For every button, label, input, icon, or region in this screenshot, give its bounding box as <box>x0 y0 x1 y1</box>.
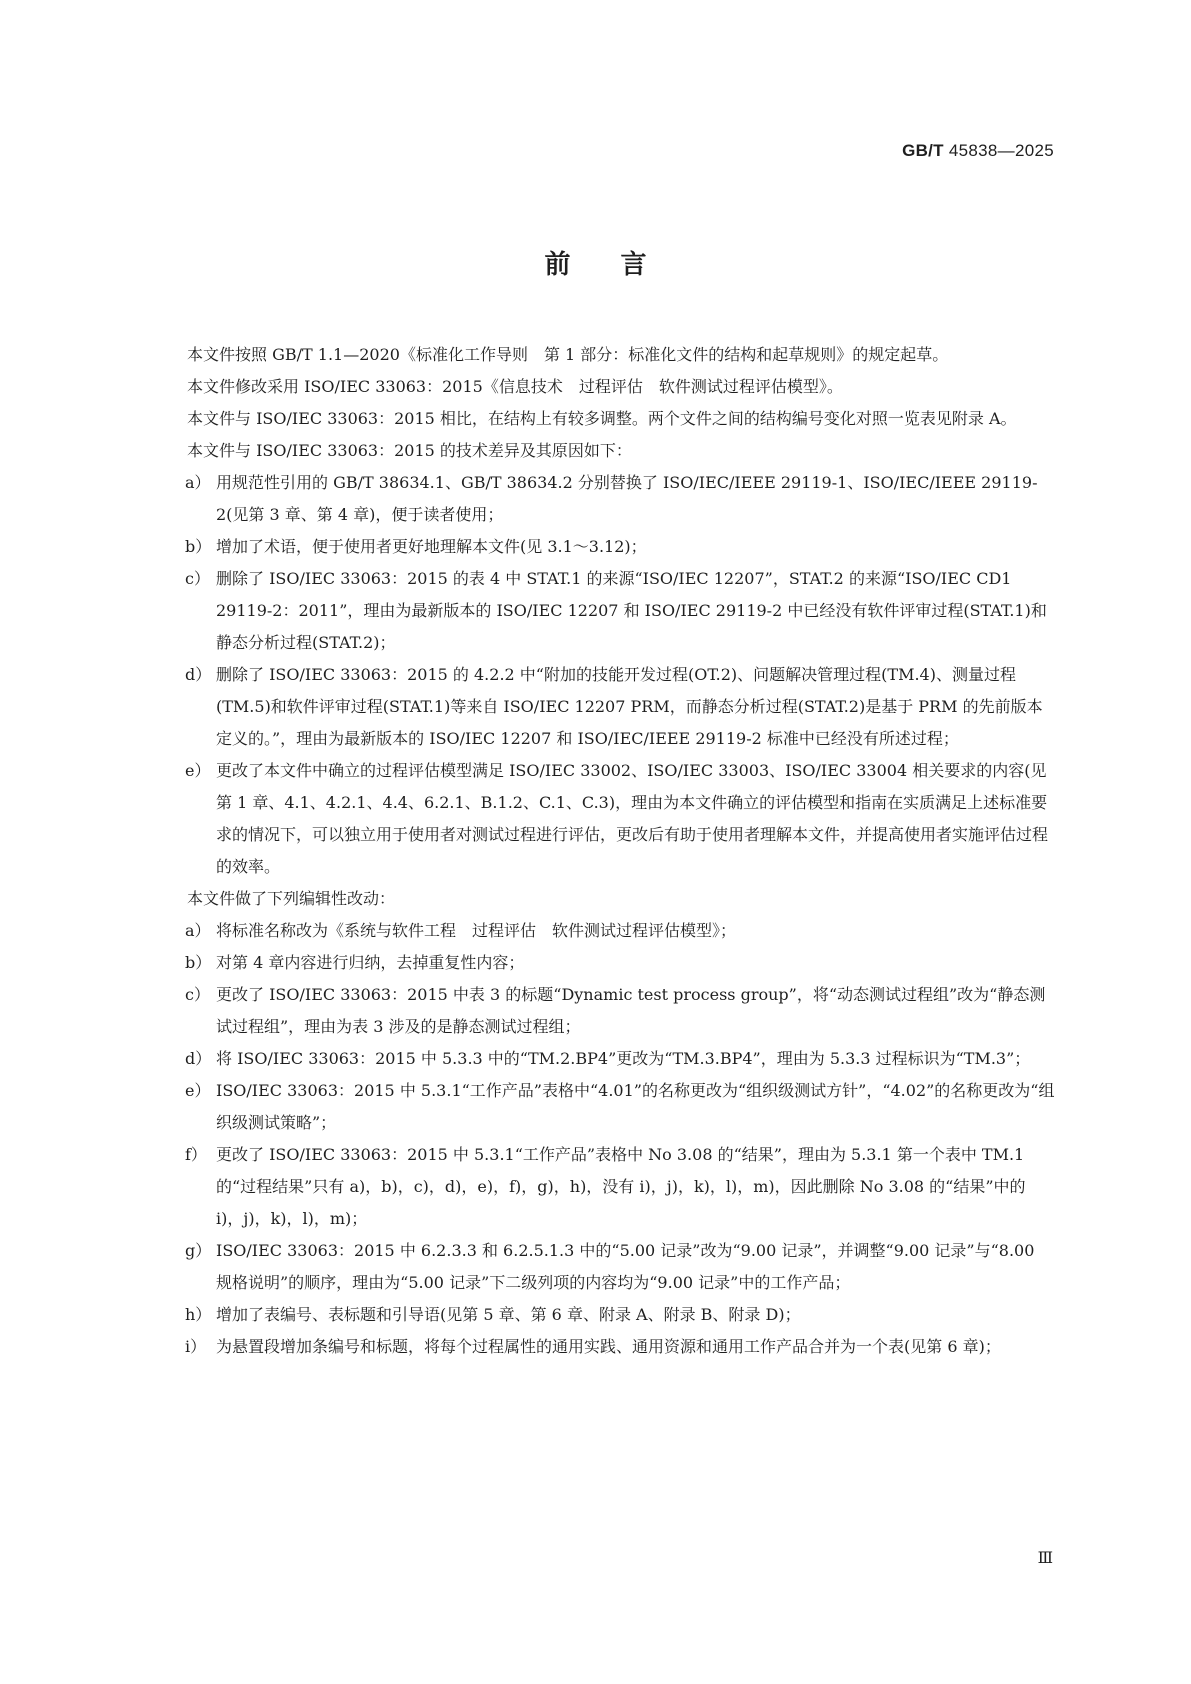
list-item-label: g） <box>185 1241 212 1260</box>
standard-code-number: 45838—2025 <box>948 141 1054 160</box>
list-item-text: 更改了 ISO/IEC 33063：2015 中 5.3.1“工作产品”表格中 No 3.08 的“结果”，理由为 5.3.1 第一个表中 TM.1 的“过程结果”只有 a)，b)，c)，d)，e)，f)，g)，h)，没有 i)，j)，k)，l)，m)，因此删除 No 3.08 的“结果”中的 i)，j)，k)，l)，m)； <box>216 1145 1026 1228</box>
list-item-label: c） <box>185 569 210 588</box>
list-item-text: 将标准名称改为《系统与软件工程 过程评估 软件测试过程评估模型》； <box>216 921 737 940</box>
list-item <box>155 1331 1055 1363</box>
list-item-label: f） <box>185 1145 207 1164</box>
list-item-text: 为悬置段增加条编号和标题，将每个过程属性的通用实践、通用资源和通用工作产品合并为一个表(见第 6 章)； <box>216 1337 1001 1356</box>
list-item-label: a） <box>185 921 211 940</box>
list-item-text: 更改了 ISO/IEC 33063：2015 中表 3 的标题“Dynamic test process group”，将“动态测试过程组”改为“静态测试过程组”，理由为表 3 涉及的是静态测试过程组； <box>216 985 1046 1036</box>
list-item-label: b） <box>185 953 212 972</box>
list-item-text: ISO/IEC 33063：2015 中 6.2.3.3 和 6.2.5.1.3 中的“5.00 记录”改为“9.00 记录”，并调整“9.00 记录”与“8.00 规格说明”的顺序，理由为“5.00 记录”下二级列项的内容均为“9.00 记录”中的工作产品； <box>216 1241 1035 1292</box>
list-item <box>155 979 1055 1043</box>
intro-paragraph: 本文件与 ISO/IEC 33063：2015 的技术差异及其原因如下： <box>187 441 632 460</box>
intro-paragraph: 本文件与 ISO/IEC 33063：2015 相比，在结构上有较多调整。两个文件之间的结构编号变化对照一览表见附录 A。 <box>187 409 1017 428</box>
list-item <box>155 755 1055 883</box>
list-item-label: i） <box>185 1337 207 1356</box>
list-item <box>155 1139 1055 1235</box>
standard-code <box>902 141 1054 161</box>
standard-code-prefix: GB/T <box>902 141 944 160</box>
page-title: 前言 <box>544 250 697 280</box>
foreword-body <box>155 339 1055 1363</box>
intro-paragraph: 本文件修改采用 ISO/IEC 33063：2015《信息技术 过程评估 软件测试过程评估模型》。 <box>187 377 843 396</box>
list-item <box>155 947 1055 979</box>
list-item <box>155 659 1055 755</box>
list-item-label: d） <box>185 1049 212 1068</box>
list-item-text: ISO/IEC 33063：2015 中 5.3.1“工作产品”表格中“4.01”的名称更改为“组织级测试方针”，“4.02”的名称更改为“组织级测试策略”； <box>216 1081 1055 1132</box>
list-item-text: 更改了本文件中确立的过程评估模型满足 ISO/IEC 33002、ISO/IEC 33003、ISO/IEC 33004 相关要求的内容(见第 1 章、4.1、4.2.1、4.4、6.2.1、B.1.2、C.1、C.3)，理由为本文件确立的评估模型和指南在实质满足上述标准要求的情况下，可以独立用于使用者对测试过程进行评估，更改后有助于使用者理解本文件，并提高使用者实施评估过程的效率。 <box>216 761 1049 876</box>
page-number: Ⅲ <box>1037 1548 1053 1567</box>
list-item <box>155 563 1055 659</box>
list-item-label: h） <box>185 1305 212 1324</box>
list-item-text: 增加了术语，便于使用者更好地理解本文件(见 3.1～3.12)； <box>216 537 647 556</box>
list-item-text: 对第 4 章内容进行归纳，去掉重复性内容； <box>216 953 525 972</box>
list-item <box>155 915 1055 947</box>
list-item-text: 增加了表编号、表标题和引导语(见第 5 章、第 6 章、附录 A、附录 B、附录 D)； <box>216 1305 801 1324</box>
list-item-text: 删除了 ISO/IEC 33063：2015 的 4.2.2 中“附加的技能开发过程(OT.2)、问题解决管理过程(TM.4)、测量过程(TM.5)和软件评审过程(STAT.1)等来自 ISO/IEC 12207 PRM，而静态分析过程(STAT.2)是基于 PRM 的先前版本定义的。”，理由为最新版本的 ISO/IEC 12207 和 ISO/IEC/IEEE 29119-2 标准中已经没有所述过程； <box>216 665 1043 748</box>
list-item-label: a） <box>185 473 211 492</box>
list-item-text: 将 ISO/IEC 33063：2015 中 5.3.3 中的“TM.2.BP4”更改为“TM.3.BP4”，理由为 5.3.3 过程标识为“TM.3”； <box>216 1049 1031 1068</box>
list-item-label: b） <box>185 537 212 556</box>
list-item-text: 删除了 ISO/IEC 33063：2015 的表 4 中 STAT.1 的来源“ISO/IEC 12207”，STAT.2 的来源“ISO/IEC CD1 29119-2：2011”，理由为最新版本的 ISO/IEC 12207 和 ISO/IEC 29119-2 中已经没有软件评审过程(STAT.1)和静态分析过程(STAT.2)； <box>216 569 1047 652</box>
intro-paragraph: 本文件按照 GB/T 1.1—2020《标准化工作导则 第 1 部分：标准化文件的结构和起草规则》的规定起草。 <box>187 345 949 364</box>
list-item-label: d） <box>185 665 212 684</box>
list-item <box>155 1235 1055 1299</box>
editorial-intro: 本文件做了下列编辑性改动： <box>187 889 396 908</box>
list-item-label: c） <box>185 985 210 1004</box>
list-item-label: e） <box>185 1081 211 1100</box>
list-item-label: e） <box>185 761 211 780</box>
list-item <box>155 1075 1055 1139</box>
list-item <box>155 467 1055 531</box>
list-item <box>155 1299 1055 1331</box>
list-item-text: 用规范性引用的 GB/T 38634.1、GB/T 38634.2 分别替换了 ISO/IEC/IEEE 29119-1、ISO/IEC/IEEE 29119-2(见第 3 章、第 4 章)，便于读者使用； <box>216 473 1038 524</box>
list-item <box>155 531 1055 563</box>
list-item <box>155 1043 1055 1075</box>
